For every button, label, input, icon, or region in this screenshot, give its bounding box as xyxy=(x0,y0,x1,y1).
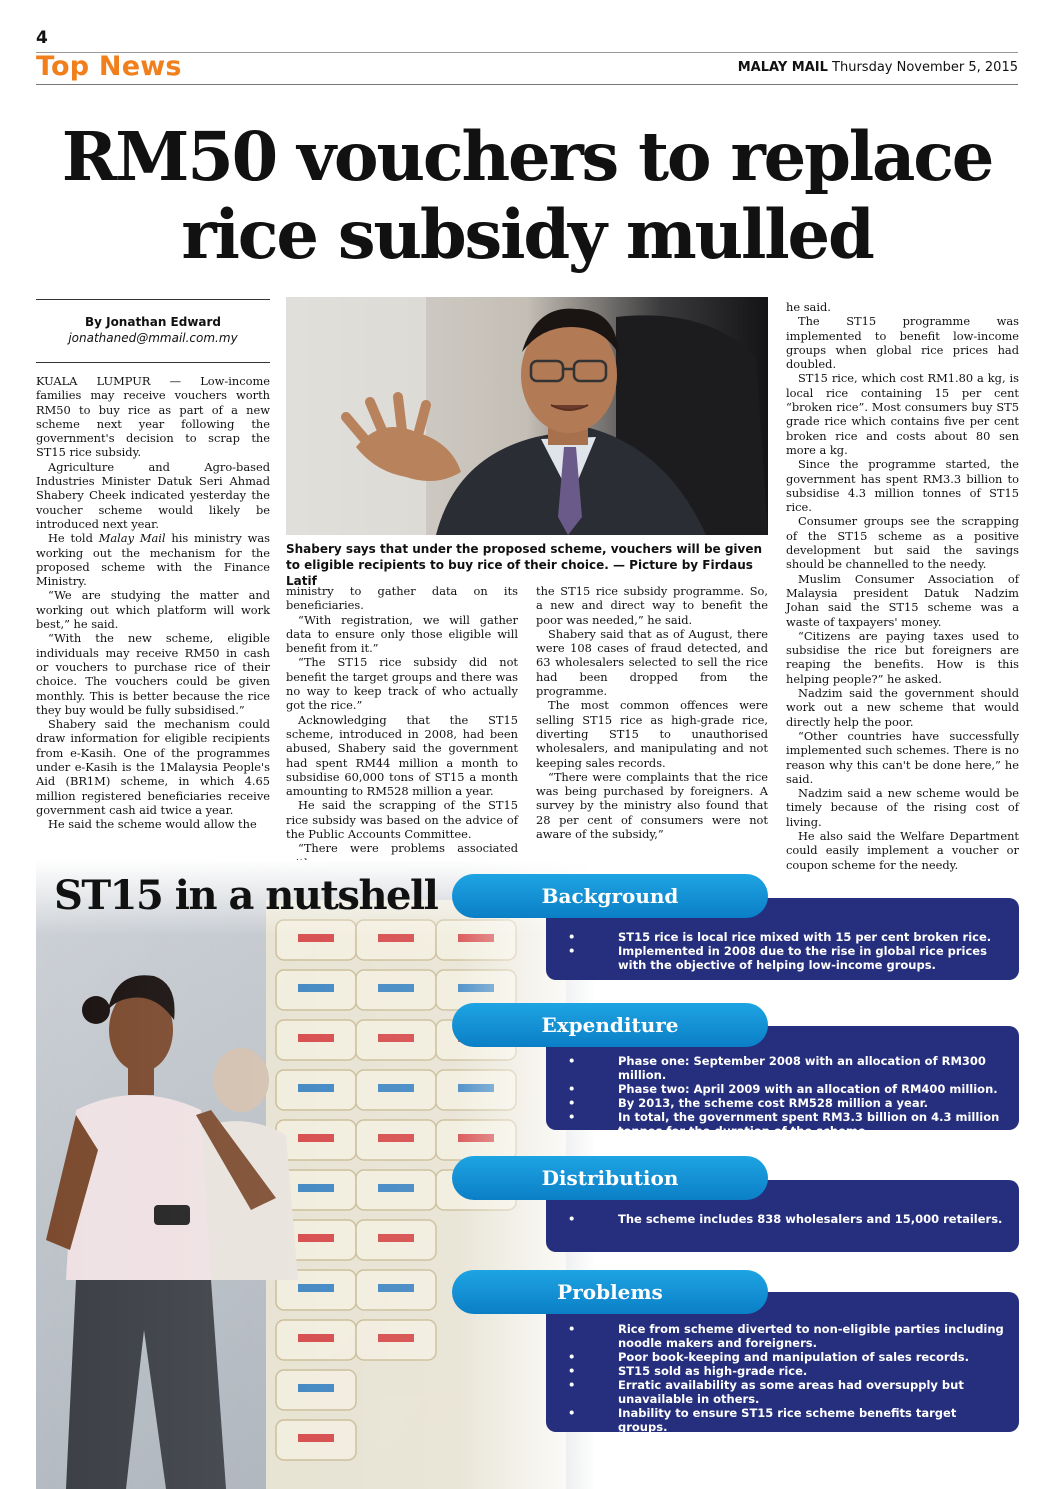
article-paragraph: KUALA LUMPUR — Low-income families may receive vouchers worth RM50 to buy rice as part of a new scheme next year following the government's decision to scrap the ST15 rice subsidy. xyxy=(36,374,270,460)
list-item: • Inability to ensure ST15 rice scheme benefits target groups. xyxy=(568,1406,957,1434)
infographic xyxy=(0,860,1054,1489)
article-paragraph: Shabery said the mechanism could draw information for eligible recipients from e-Kasih. One of the programmes under e-Kasih is the 1Malaysia People's Aid (BR1M) scheme, in which 4.65 million registered beneficiaries receive government cash aid twice a year. xyxy=(36,717,270,817)
minister-photo xyxy=(286,297,768,535)
header-rule-bottom xyxy=(36,84,1018,85)
list-item: • Implemented in 2008 due to the rise in global rice prices with the objective of helping low-income groups. xyxy=(568,944,987,972)
minister-photo-illustration xyxy=(286,297,768,535)
article-paragraph: He said the scrapping of the ST15 rice subsidy was based on the advice of the Public Accounts Committee. xyxy=(286,798,518,842)
page-number: 4 xyxy=(36,28,48,48)
expenditure-heading: Expenditure xyxy=(452,1003,768,1047)
byline xyxy=(36,299,270,363)
article-paragraph: the ST15 rice subsidy programme. So, a new and direct way to benefit the poor was needed,” he said. xyxy=(536,584,768,627)
headline: RM50 vouchers to replace rice subsidy mulled xyxy=(61,117,993,274)
section-title: Top News xyxy=(36,51,182,82)
article-column-4 xyxy=(786,300,1019,872)
list-item: • Rice from scheme diverted to non-eligible parties including noodle makers and foreigners. xyxy=(568,1322,1004,1350)
article-paragraph: “The ST15 rice subsidy did not benefit the target groups and there was no way to keep track of who actually got the rice.” xyxy=(286,655,518,713)
list-item: • ST15 sold as high-grade rice. xyxy=(568,1364,808,1378)
list-item: • The scheme includes 838 wholesalers and 15,000 retailers. xyxy=(568,1212,1003,1226)
issue-date: Thursday November 5, 2015 xyxy=(832,60,1018,75)
article-paragraph: Acknowledging that the ST15 scheme, introduced in 2008, had been abused, Shabery said the government had spent RM44 million a month to subsidise 60,000 tons of ST15 a month amounting to RM528 million a year. xyxy=(286,712,518,799)
article-paragraph: He also said the Welfare Department could easily implement a voucher or coupon scheme for the needy. xyxy=(786,828,1019,872)
article-column-3 xyxy=(536,584,768,841)
list-item: • ST15 rice is local rice mixed with 15 per cent broken rice. xyxy=(568,930,992,944)
byline-email: jonathaned@mmail.com.my xyxy=(68,331,238,345)
article-paragraph: “There were problems associated xyxy=(298,841,518,856)
article-paragraph: “Citizens are paying taxes used to subsidise the rice but foreigners are reaping the benefits. How is this helping people?” he asked. xyxy=(786,628,1019,686)
article-paragraph: Nadzim said the government should work out a new scheme that would directly help the poor. xyxy=(786,686,1019,729)
article-paragraph: The most common offences were selling ST15 rice as high-grade rice, diverting ST15 to unauthorised wholesalers, and manipulating and not keeping sales records. xyxy=(536,698,768,770)
article-column-2 xyxy=(286,584,518,870)
article-paragraph: ministry to gather data on its beneficiaries. xyxy=(286,584,518,613)
list-item: • Erratic availability as some areas had oversupply but unavailable in others. xyxy=(568,1378,964,1406)
article-paragraph: He told Malay Mail his ministry was working out the mechanism for the proposed scheme with the Finance Ministry. xyxy=(36,531,270,589)
article-paragraph: “We are studying the matter and working out which platform will work best,” he said. xyxy=(36,588,270,632)
article-paragraph: Shabery said that as of August, there were 108 cases of fraud detected, and 63 wholesalers selected to sell the rice had been dropped from the programme. xyxy=(536,626,768,699)
article-paragraph: “Other countries have successfully implemented such schemes. There is no reason why this can't be done here,” he said. xyxy=(786,728,1019,786)
list-item: • In total, the government spent RM3.3 billion on 4.3 million tonnes for the duration of the scheme. xyxy=(568,1110,1000,1138)
article-paragraph: Consumer groups see the scrapping of the ST15 scheme as a positive development but said the savings should be channelled to the needy. xyxy=(786,514,1019,572)
list-item: • Phase two: April 2009 with an allocation of RM400 million. xyxy=(568,1082,998,1096)
article-column-1 xyxy=(36,374,270,832)
byline-name: By Jonathan Edward xyxy=(84,315,222,329)
background-heading: Background xyxy=(452,874,768,918)
problems-heading: Problems xyxy=(452,1270,768,1314)
article-paragraph: Nadzim said a new scheme would be timely because of the rising cost of living. xyxy=(786,786,1019,829)
article-paragraph: Since the programme started, the government has spent RM3.3 billion to subsidise 4.3 million tonnes of ST15 rice. xyxy=(786,457,1019,515)
distribution-heading: Distribution xyxy=(452,1156,768,1200)
article-paragraph: “With registration, we will gather data to ensure only those eligible will benefit from it.” xyxy=(286,612,518,656)
list-item: • Phase one: September 2008 with an allocation of RM300 million. xyxy=(568,1054,986,1082)
article-paragraph: Agriculture and Agro-based Industries Minister Datuk Seri Ahmad Shabery Cheek indicated yesterday the voucher scheme would likely be introduced next year. xyxy=(36,459,270,531)
list-item: • By 2013, the scheme cost RM528 million a year. xyxy=(568,1096,929,1110)
masthead xyxy=(738,60,1018,75)
article-paragraph: “There were complaints that the rice was being purchased by foreigners. A survey by the ministry also found that 28 per cent of consumers were not aware of the subsidy,” xyxy=(536,769,768,842)
header-rule-top xyxy=(36,52,1018,53)
article-paragraph: He said the scheme would allow the xyxy=(48,817,257,832)
article-paragraph: The ST15 programme was implemented to benefit low-income groups when global rice prices had doubled. xyxy=(786,314,1019,372)
photo-caption: Shabery says that under the proposed scheme, vouchers will be given to eligible recipients to buy rice of their choice. — Picture by Firdaus Latif xyxy=(286,542,763,588)
infographic-title: ST15 in a nutshell xyxy=(54,872,438,919)
article-paragraph: ST15 rice, which cost RM1.80 a kg, is local rice containing 15 per cent “broken rice”. Most consumers buy ST5 grade rice which contains five per cent broken rice and costs about 80 sen more a kg. xyxy=(786,371,1019,457)
article-paragraph: “With the new scheme, eligible individuals may receive RM50 in cash or vouchers to purchase rice of their choice. The vouchers could be given monthly. This is better because the rice they buy would be fully subsidised.” xyxy=(36,631,270,717)
list-item: • Poor book-keeping and manipulation of sales records. xyxy=(568,1350,970,1364)
article-paragraph: he said. xyxy=(786,300,831,314)
article-paragraph: Muslim Consumer Association of Malaysia president Datuk Nadzim Johan said the ST15 scheme was a waste of taxpayers' money. xyxy=(786,571,1019,629)
publication-name: MALAY MAIL xyxy=(737,60,828,75)
